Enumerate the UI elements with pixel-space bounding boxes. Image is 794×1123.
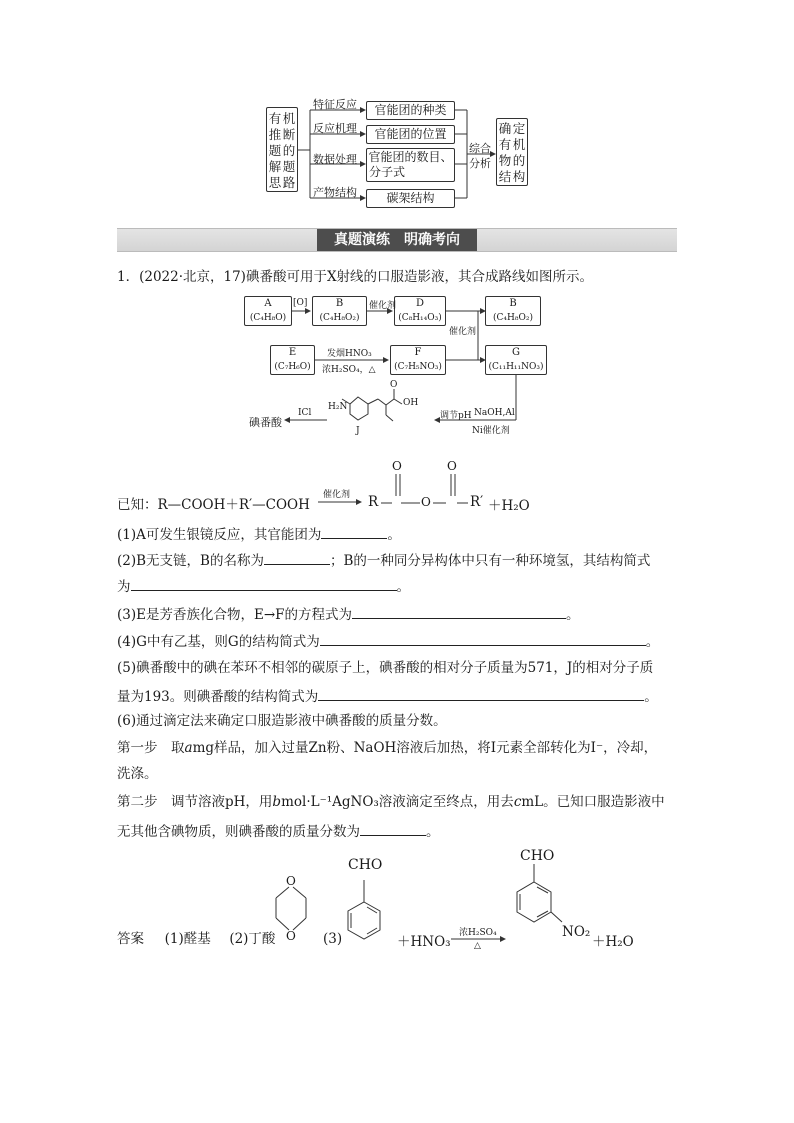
subquestion-text: 量为193。则碘番酸的结构简式为: [117, 689, 319, 705]
subquestion-end: 。: [566, 607, 580, 623]
var-a: a: [184, 740, 193, 756]
nitrobenzaldehyde-cho: CHO: [520, 848, 555, 864]
answer-3-label: (3): [323, 931, 343, 947]
arrow-label-ni-catalyst: Ni催化剂: [472, 426, 510, 436]
arrow-label-naoh-al: NaOH,Al: [474, 408, 515, 418]
answer-1: (1)醛基: [164, 931, 211, 947]
compound-formula: (C₇H₅NO₃): [394, 362, 442, 372]
flow-left-char: 思: [268, 175, 282, 190]
arrow-label-adjust-ph: 调节pH: [440, 411, 472, 421]
dioxane-oxygen: O: [286, 929, 296, 943]
step-text: 无其他含碘物质，则碘番酸的质量分数为: [117, 824, 360, 840]
subquestion-end: 。: [645, 634, 660, 650]
var-c: c: [513, 794, 522, 810]
arrow-label-icl: ICl: [298, 408, 312, 418]
flow-left-char: 断: [282, 127, 296, 142]
step-1-end: 洗涤。: [117, 766, 158, 782]
subquestion-end: 。: [387, 527, 401, 543]
compound-formula: (C₄H₈O₂): [493, 313, 533, 323]
banner-title: 真题演练 明确考向: [317, 229, 477, 251]
subquestion-text: (1)A可发生银镜反应，其官能团为: [117, 527, 322, 543]
benzaldehyde-cho: CHO: [348, 857, 383, 873]
flow-left-char: 路: [282, 175, 296, 190]
step-text: mL。已知口服造影液中: [521, 794, 665, 810]
flow-left-char: 题: [282, 159, 296, 174]
compound-J-label: J: [356, 426, 360, 436]
arrow-label-catalyst-2: 催化剂: [449, 327, 477, 337]
answer-label: 答案: [117, 931, 144, 947]
j-hydroxyl: OH: [403, 398, 419, 408]
j-carbonyl-oxygen: O: [390, 380, 398, 390]
known-catalyst: 催化剂: [323, 490, 351, 500]
flow-box-count-line2: 分子式: [369, 165, 406, 179]
compound-name: G: [512, 347, 520, 358]
flow-box-count-line1: 官能团的数目、: [368, 150, 453, 164]
subquestion-text: (4)G中有乙基，则G的结构简式为: [117, 634, 320, 650]
var-b: b: [272, 794, 282, 810]
flow-left-char: 解: [268, 159, 282, 174]
dioxane-oxygen: O: [286, 874, 296, 888]
compound-name: D: [415, 298, 425, 309]
question-intro: 1．(2022·北京，17)碘番酸可用于X射线的口服造影液，其合成路线如图所示。: [117, 269, 594, 285]
subquestion-end: 。: [396, 579, 410, 595]
compound-name: E: [288, 347, 297, 358]
answer-water: ＋H₂O: [592, 934, 634, 950]
compound-formula: (C₄H₈O₂): [319, 313, 360, 323]
flow-left-char: 题: [268, 143, 282, 158]
flow-merge-label: 分析: [469, 157, 491, 170]
flow-box-position: 官能团的位置: [366, 125, 455, 144]
known-reactants: 已知：R—COOH＋R′—COOH: [117, 497, 310, 513]
flow-right-char: 有: [498, 137, 512, 152]
flow-merge-label: 综合: [469, 142, 491, 155]
arrow-label-sulfuric: 浓H₂SO₄，△: [322, 365, 376, 375]
answer-condition: 浓H₂SO₄: [459, 928, 497, 938]
flow-box-skeleton: 碳架结构: [366, 189, 455, 208]
flow-edge-label: 产物结构: [313, 186, 357, 199]
known-carbonyl-o1: O: [392, 459, 402, 473]
flow-right-char: 物: [498, 153, 512, 168]
answer-2: (2)丁酸: [229, 931, 276, 947]
product-iopanoic-acid: 碘番酸: [249, 416, 282, 429]
arrow-label-oxidation: [O]: [293, 298, 308, 308]
flow-edge-label: 特征反应: [313, 98, 357, 111]
answer-hno3: ＋HNO₃: [397, 934, 451, 950]
flow-right-char: 机: [512, 137, 526, 152]
flow-right-char: 的: [512, 153, 526, 168]
step-text: mol·L⁻¹AgNO₃溶液滴定至终点，用去: [281, 794, 514, 810]
known-ether-o: O: [421, 495, 431, 509]
subquestion-text: (2)B无支链，B的名称为: [117, 553, 264, 569]
compound-name: A: [264, 298, 272, 309]
known-R: R: [368, 494, 379, 510]
compound-formula: (C₄H₈O): [249, 313, 287, 323]
compound-formula: (C₈H₁₄O₃): [398, 313, 442, 323]
step-text: mg样品，加入过量Zn粉、NaOH溶液后加热，将I元素全部转化为I⁻，冷却，: [192, 740, 658, 756]
subquestion-end: 。: [644, 689, 658, 705]
compound-formula: (C₇H₆O): [274, 362, 311, 372]
known-R-prime: R′: [470, 494, 484, 510]
arrow-label-fuming-nitric: 发烟HNO₃: [327, 349, 372, 359]
arrow-label-catalyst: 催化剂: [369, 301, 397, 311]
answer-heat: △: [474, 941, 481, 951]
subquestion-text: 为: [117, 579, 131, 595]
flow-left-char: 的: [282, 143, 296, 158]
step-text: 第一步 取: [117, 740, 185, 756]
subquestion-text: (5)碘番酸中的碘在苯环不相邻的碳原子上，碘番酸的相对分子质量为571，J的相对分子质: [117, 660, 654, 676]
known-water: ＋H₂O: [488, 498, 530, 514]
flow-edge-label: 数据处理: [313, 153, 357, 166]
known-carbonyl-o2: O: [447, 459, 457, 473]
subquestion-text: (6)通过滴定法来确定口服造影液中碘番酸的质量分数。: [117, 713, 447, 729]
subquestion-text: (3)E是芳香族化合物，E→F的方程式为: [117, 607, 353, 623]
flow-right-char: 构: [512, 169, 526, 184]
nitro-group: NO₂: [562, 924, 591, 940]
flow-right-char: 结: [498, 169, 512, 184]
flow-box-types: 官能团的种类: [366, 101, 455, 120]
compound-name: F: [414, 347, 422, 358]
flow-left-char: 有: [268, 111, 282, 126]
compound-formula: (C₁₁H₁₁NO₃): [488, 362, 544, 372]
subquestion-end: 。: [426, 824, 440, 840]
flow-left-char: 机: [282, 111, 296, 126]
subquestion-text: ；B的一种同分异构体中只有一种环境氢，其结构简式: [329, 553, 651, 569]
step-text: 第二步 调节溶液pH，用: [117, 794, 273, 810]
compound-name: B: [335, 298, 344, 309]
j-amine-group: H₂N: [328, 402, 348, 412]
flow-edge-label: 反应机理: [313, 122, 357, 135]
flow-left-char: 推: [268, 127, 282, 142]
flow-right-char: 确: [498, 121, 512, 136]
flow-right-char: 定: [512, 121, 526, 136]
compound-name: B: [509, 298, 517, 309]
